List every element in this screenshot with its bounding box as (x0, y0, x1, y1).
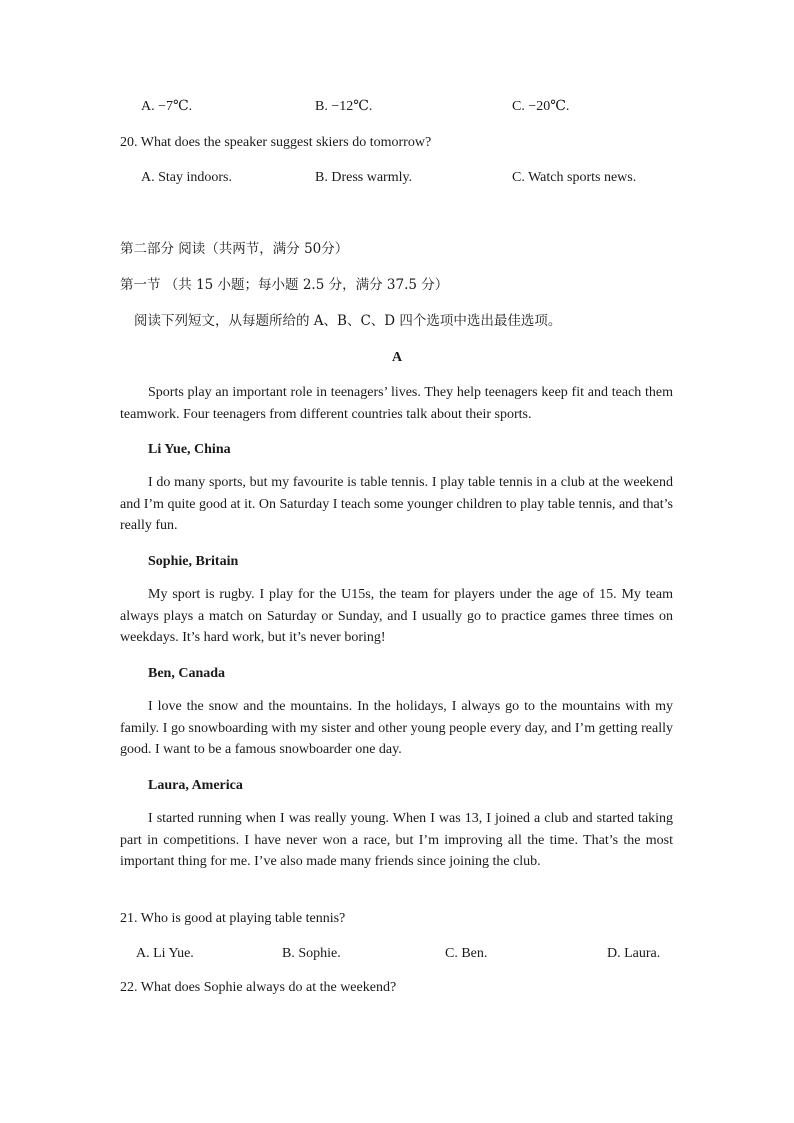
teen-text-laura: I started running when I was really young. When I was 13, I joined a club and started taking part in competitions. I have never won a race, but I’m improving all the time. That’s the most important thing for me. I’ve also made many friends since joining the club. (120, 811, 673, 869)
q21-option-c: C. Ben. (445, 946, 488, 961)
q20-option-a: A. Stay indoors. (141, 170, 232, 185)
teen-name-laura: Laura, America (148, 778, 243, 793)
passage-title: A (391, 350, 403, 365)
q21-option-a: A. Li Yue. (136, 946, 194, 961)
teen-name-ben: Ben, Canada (148, 666, 226, 681)
teen-text-sophie: My sport is rugby. I play for the U15s, the team for players under the age of 15. My team always plays a match on Saturday or Sunday, and I usually go to practice games three times on weekdays. It’s hard work, but it’s never boring! (120, 587, 673, 645)
q20-question: 20. What does the speaker suggest skiers do tomorrow? (120, 135, 432, 150)
section1-heading: 第一节 （共 15 小题；每小题 2.5 分，满分 37.5 分） (120, 277, 449, 293)
instructions: 阅读下列短文，从每题所给的 A、B、C、D 四个选项中选出最佳选项。 (134, 313, 562, 329)
teen-text-li-yue: I do many sports, but my favourite is table tennis. I play table tennis in a club at the weekend and I’m quite good at it. On Saturday I teach some younger children to play table tennis, and that’s really fun. (120, 475, 673, 533)
q21-option-b: B. Sophie. (282, 946, 341, 961)
intro-paragraph: Sports play an important role in teenagers’ lives. They help teenagers keep fit and teach them teamwork. Four teenagers from different countries talk about their sports. (120, 385, 673, 422)
q21-question: 21. Who is good at playing table tennis? (120, 911, 346, 926)
q22-question: 22. What does Sophie always do at the weekend? (120, 980, 397, 995)
q20-option-c: C. Watch sports news. (512, 170, 637, 185)
q20-option-b: B. Dress warmly. (315, 170, 413, 185)
q19-option-c: C. −20℃. (512, 99, 570, 114)
part2-heading: 第二部分 阅读（共两节，满分 50分） (120, 241, 349, 257)
teen-text-ben: I love the snow and the mountains. In the holidays, I always go to the mountains with my family. I go snowboarding with my sister and other young people every day, and I’m getting really good. I want to be a famous snowboarder one day. (120, 699, 673, 757)
teen-name-sophie: Sophie, Britain (148, 554, 239, 569)
q19-option-a: A. −7℃. (141, 99, 193, 114)
teen-name-li-yue: Li Yue, China (148, 442, 231, 457)
q21-option-d: D. Laura. (607, 946, 661, 961)
q19-option-b: B. −12℃. (315, 99, 373, 114)
